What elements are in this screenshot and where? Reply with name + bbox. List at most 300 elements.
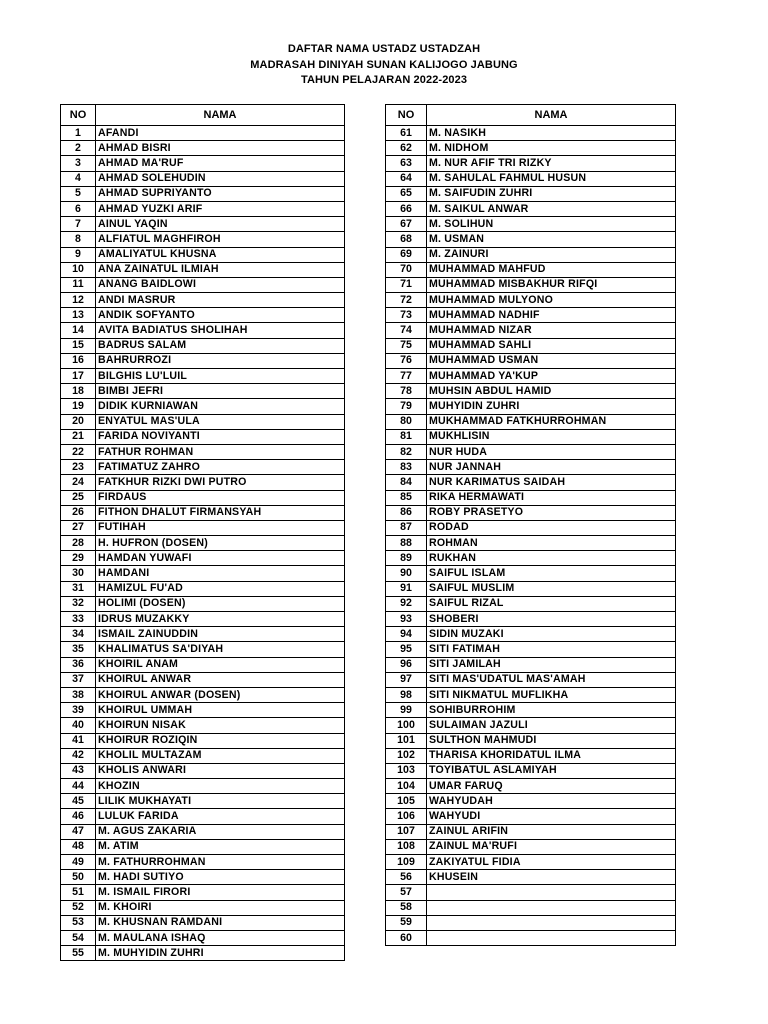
row-number: 56 xyxy=(386,870,427,885)
row-number: 6 xyxy=(61,201,96,216)
row-number: 12 xyxy=(61,293,96,308)
teacher-name: THARISA KHORIDATUL ILMA xyxy=(427,748,676,763)
table-row xyxy=(386,672,676,687)
row-number: 4 xyxy=(61,171,96,186)
teacher-name: MUHAMMAD NIZAR xyxy=(427,323,676,338)
row-number: 92 xyxy=(386,596,427,611)
table-row xyxy=(61,353,345,368)
table-row xyxy=(61,460,345,475)
table-row xyxy=(61,217,345,232)
row-number: 14 xyxy=(61,323,96,338)
table-row xyxy=(61,930,345,945)
table-row xyxy=(61,232,345,247)
table-row xyxy=(386,262,676,277)
row-number: 43 xyxy=(61,763,96,778)
table-row xyxy=(61,201,345,216)
table-row xyxy=(61,763,345,778)
row-number: 26 xyxy=(61,505,96,520)
teacher-name: M. HADI SUTIYO xyxy=(96,870,345,885)
teacher-name: M. AGUS ZAKARIA xyxy=(96,824,345,839)
table-row xyxy=(61,171,345,186)
teacher-name: M. SOLIHUN xyxy=(427,217,676,232)
table-row xyxy=(386,323,676,338)
teacher-name: SITI JAMILAH xyxy=(427,657,676,672)
teacher-name: MUHYIDIN ZUHRI xyxy=(427,399,676,414)
row-number: 19 xyxy=(61,399,96,414)
document-header xyxy=(0,42,768,89)
table-row xyxy=(61,672,345,687)
teacher-name: MUHAMMAD YA'KUP xyxy=(427,369,676,384)
teacher-name: ROHMAN xyxy=(427,536,676,551)
table-row xyxy=(61,718,345,733)
row-number: 1 xyxy=(61,126,96,141)
teacher-name: M. MAULANA ISHAQ xyxy=(96,930,345,945)
row-number: 82 xyxy=(386,444,427,459)
row-number: 58 xyxy=(386,900,427,915)
table-row xyxy=(386,915,676,930)
row-number: 33 xyxy=(61,612,96,627)
row-number: 49 xyxy=(61,855,96,870)
row-number: 34 xyxy=(61,627,96,642)
row-number: 64 xyxy=(386,171,427,186)
row-number: 106 xyxy=(386,809,427,824)
row-number: 99 xyxy=(386,703,427,718)
row-number: 95 xyxy=(386,642,427,657)
row-number: 52 xyxy=(61,900,96,915)
teacher-name: BADRUS SALAM xyxy=(96,338,345,353)
row-number: 30 xyxy=(61,566,96,581)
row-number: 47 xyxy=(61,824,96,839)
teacher-name: NUR JANNAH xyxy=(427,460,676,475)
table-row xyxy=(386,414,676,429)
row-number: 41 xyxy=(61,733,96,748)
document-title: DAFTAR NAMA USTADZ USTADZAH xyxy=(287,43,481,55)
teacher-name: WAHYUDAH xyxy=(427,794,676,809)
teacher-name: ALFIATUL MAGHFIROH xyxy=(96,232,345,247)
table-row xyxy=(386,520,676,535)
row-number: 39 xyxy=(61,703,96,718)
teacher-name: UMAR FARUQ xyxy=(427,779,676,794)
row-number: 74 xyxy=(386,323,427,338)
teacher-name: M. USMAN xyxy=(427,232,676,247)
teacher-name: BAHRURROZI xyxy=(96,353,345,368)
row-number: 21 xyxy=(61,429,96,444)
row-number: 44 xyxy=(61,779,96,794)
column-header-no: NO xyxy=(386,105,427,126)
table-row xyxy=(386,247,676,262)
row-number: 5 xyxy=(61,186,96,201)
teacher-name: M. SAIFUDIN ZUHRI xyxy=(427,186,676,201)
row-number: 91 xyxy=(386,581,427,596)
row-number: 57 xyxy=(386,885,427,900)
table-row xyxy=(61,293,345,308)
table-row xyxy=(61,748,345,763)
table-row xyxy=(386,642,676,657)
teacher-name: SITI FATIMAH xyxy=(427,642,676,657)
row-number: 55 xyxy=(61,946,96,961)
table-row xyxy=(386,126,676,141)
table-row xyxy=(386,794,676,809)
table-row xyxy=(386,900,676,915)
row-number: 81 xyxy=(386,429,427,444)
row-number: 38 xyxy=(61,687,96,702)
row-number: 71 xyxy=(386,277,427,292)
teacher-name: FATHUR ROHMAN xyxy=(96,444,345,459)
table-row xyxy=(61,551,345,566)
table-row xyxy=(61,703,345,718)
table-row xyxy=(386,384,676,399)
table-row xyxy=(386,399,676,414)
table-row xyxy=(61,399,345,414)
table-row xyxy=(61,475,345,490)
teacher-name: ZAINUL MA'RUFI xyxy=(427,839,676,854)
row-number: 8 xyxy=(61,232,96,247)
table-row xyxy=(386,612,676,627)
row-number: 101 xyxy=(386,733,427,748)
table-row xyxy=(61,262,345,277)
teacher-name: M. MUHYIDIN ZUHRI xyxy=(96,946,345,961)
row-number: 103 xyxy=(386,763,427,778)
row-number: 24 xyxy=(61,475,96,490)
row-number: 7 xyxy=(61,217,96,232)
table-row xyxy=(386,353,676,368)
row-number: 84 xyxy=(386,475,427,490)
table-row xyxy=(61,156,345,171)
teacher-name: M. NUR AFIF TRI RIZKY xyxy=(427,156,676,171)
row-number: 88 xyxy=(386,536,427,551)
row-number: 75 xyxy=(386,338,427,353)
table-row xyxy=(61,657,345,672)
table-row xyxy=(61,308,345,323)
row-number: 69 xyxy=(386,247,427,262)
teacher-name: MUHAMMAD MAHFUD xyxy=(427,262,676,277)
row-number: 48 xyxy=(61,839,96,854)
teacher-name: AINUL YAQIN xyxy=(96,217,345,232)
row-number: 42 xyxy=(61,748,96,763)
teacher-name: RIKA HERMAWATI xyxy=(427,490,676,505)
row-number: 77 xyxy=(386,369,427,384)
row-number: 65 xyxy=(386,186,427,201)
table-row xyxy=(61,429,345,444)
row-number: 68 xyxy=(386,232,427,247)
table-row xyxy=(386,536,676,551)
teacher-name: HAMIZUL FU'AD xyxy=(96,581,345,596)
row-number: 73 xyxy=(386,308,427,323)
table-row xyxy=(61,612,345,627)
row-number: 63 xyxy=(386,156,427,171)
row-number: 79 xyxy=(386,399,427,414)
teacher-name xyxy=(427,915,676,930)
teacher-name: SITI NIKMATUL MUFLIKHA xyxy=(427,687,676,702)
table-row xyxy=(386,596,676,611)
row-number: 17 xyxy=(61,369,96,384)
teacher-name: M. ISMAIL FIRORI xyxy=(96,885,345,900)
teacher-name: ZAKIYATUL FIDIA xyxy=(427,855,676,870)
teacher-name: ANDI MASRUR xyxy=(96,293,345,308)
teacher-name: FUTIHAH xyxy=(96,520,345,535)
teacher-name: RUKHAN xyxy=(427,551,676,566)
row-number: 59 xyxy=(386,915,427,930)
row-number: 25 xyxy=(61,490,96,505)
teacher-name: H. HUFRON (DOSEN) xyxy=(96,536,345,551)
table-row xyxy=(61,126,345,141)
table-row xyxy=(61,414,345,429)
teacher-name: MUHAMMAD SAHLI xyxy=(427,338,676,353)
teacher-name: M. NASIKH xyxy=(427,126,676,141)
teacher-name: ISMAIL ZAINUDDIN xyxy=(96,627,345,642)
column-header-nama: NAMA xyxy=(96,105,345,126)
teacher-name: ANDIK SOFYANTO xyxy=(96,308,345,323)
table-row xyxy=(386,429,676,444)
teacher-name: ANA ZAINATUL ILMIAH xyxy=(96,262,345,277)
table-row xyxy=(386,824,676,839)
row-number: 10 xyxy=(61,262,96,277)
teacher-name: M. FATHURROHMAN xyxy=(96,855,345,870)
table-row xyxy=(386,186,676,201)
teacher-name: SITI MAS'UDATUL MAS'AMAH xyxy=(427,672,676,687)
teacher-name: M. NIDHOM xyxy=(427,141,676,156)
teacher-name: SAIFUL RIZAL xyxy=(427,596,676,611)
table-row xyxy=(61,186,345,201)
table-row xyxy=(386,338,676,353)
row-number: 32 xyxy=(61,596,96,611)
row-number: 80 xyxy=(386,414,427,429)
table-row xyxy=(386,293,676,308)
row-number: 97 xyxy=(386,672,427,687)
teacher-name: HAMDANI xyxy=(96,566,345,581)
row-number: 40 xyxy=(61,718,96,733)
row-number: 31 xyxy=(61,581,96,596)
row-number: 50 xyxy=(61,870,96,885)
teacher-name: KHOZIN xyxy=(96,779,345,794)
teacher-name: IDRUS MUZAKKY xyxy=(96,612,345,627)
teacher-name: KHOIRUL ANWAR xyxy=(96,672,345,687)
row-number: 37 xyxy=(61,672,96,687)
table-row xyxy=(61,444,345,459)
table-row xyxy=(61,520,345,535)
row-number: 83 xyxy=(386,460,427,475)
row-number: 93 xyxy=(386,612,427,627)
row-number: 66 xyxy=(386,201,427,216)
row-number: 51 xyxy=(61,885,96,900)
teacher-name: AMALIYATUL KHUSNA xyxy=(96,247,345,262)
teacher-name: AHMAD MA'RUF xyxy=(96,156,345,171)
row-number: 62 xyxy=(386,141,427,156)
teacher-name: BILGHIS LU'LUIL xyxy=(96,369,345,384)
teacher-name: MUHAMMAD USMAN xyxy=(427,353,676,368)
row-number: 76 xyxy=(386,353,427,368)
teacher-name: AVITA BADIATUS SHOLIHAH xyxy=(96,323,345,338)
teacher-name: RODAD xyxy=(427,520,676,535)
teacher-name: MUKHAMMAD FATKHURROHMAN xyxy=(427,414,676,429)
teacher-name: SAIFUL ISLAM xyxy=(427,566,676,581)
row-number: 85 xyxy=(386,490,427,505)
row-number: 105 xyxy=(386,794,427,809)
table-row xyxy=(61,581,345,596)
teacher-name: MUHSIN ABDUL HAMID xyxy=(427,384,676,399)
table-row xyxy=(61,490,345,505)
table-row xyxy=(386,171,676,186)
table-row xyxy=(386,855,676,870)
teacher-name: BIMBI JEFRI xyxy=(96,384,345,399)
table-row xyxy=(61,779,345,794)
teacher-name xyxy=(427,900,676,915)
row-number: 87 xyxy=(386,520,427,535)
row-number: 86 xyxy=(386,505,427,520)
teacher-name: SAIFUL MUSLIM xyxy=(427,581,676,596)
teacher-name xyxy=(427,930,676,945)
row-number: 107 xyxy=(386,824,427,839)
table-row xyxy=(386,308,676,323)
teacher-name: KHOLIS ANWARI xyxy=(96,763,345,778)
table-row xyxy=(61,642,345,657)
teacher-name: FITHON DHALUT FIRMANSYAH xyxy=(96,505,345,520)
teacher-name: KHOIRUL ANWAR (DOSEN) xyxy=(96,687,345,702)
table-row xyxy=(61,794,345,809)
table-row xyxy=(61,687,345,702)
row-number: 109 xyxy=(386,855,427,870)
column-header-nama: NAMA xyxy=(427,105,676,126)
row-number: 54 xyxy=(61,930,96,945)
teacher-name: AHMAD SOLEHUDIN xyxy=(96,171,345,186)
row-number: 60 xyxy=(386,930,427,945)
table-row xyxy=(61,369,345,384)
table-row xyxy=(386,444,676,459)
teacher-name: SULTHON MAHMUDI xyxy=(427,733,676,748)
row-number: 67 xyxy=(386,217,427,232)
teacher-name: FIRDAUS xyxy=(96,490,345,505)
table-row xyxy=(61,900,345,915)
teacher-name: FARIDA NOVIYANTI xyxy=(96,429,345,444)
table-row xyxy=(386,687,676,702)
table-row xyxy=(61,141,345,156)
table-row xyxy=(386,201,676,216)
table-row xyxy=(61,946,345,961)
row-number: 72 xyxy=(386,293,427,308)
table-row xyxy=(61,596,345,611)
row-number: 100 xyxy=(386,718,427,733)
teacher-name: AFANDI xyxy=(96,126,345,141)
teacher-name: NUR KARIMATUS SAIDAH xyxy=(427,475,676,490)
table-row xyxy=(386,505,676,520)
teacher-name: SULAIMAN JAZULI xyxy=(427,718,676,733)
teacher-name: SOHIBURROHIM xyxy=(427,703,676,718)
table-header-row xyxy=(386,105,676,126)
row-number: 104 xyxy=(386,779,427,794)
table-row xyxy=(61,338,345,353)
row-number: 94 xyxy=(386,627,427,642)
table-row xyxy=(386,232,676,247)
teacher-table-right xyxy=(385,104,676,946)
table-row xyxy=(386,369,676,384)
row-number: 11 xyxy=(61,277,96,292)
table-row xyxy=(386,748,676,763)
table-row xyxy=(386,809,676,824)
teacher-name: SHOBERI xyxy=(427,612,676,627)
table-row xyxy=(386,156,676,171)
teacher-name: FATKHUR RIZKI DWI PUTRO xyxy=(96,475,345,490)
table-row xyxy=(61,809,345,824)
academic-year: TAHUN PELAJARAN 2022-2023 xyxy=(300,74,468,86)
teacher-name: KHOIRIL ANAM xyxy=(96,657,345,672)
table-row xyxy=(386,460,676,475)
row-number: 29 xyxy=(61,551,96,566)
teacher-name: M. SAIKUL ANWAR xyxy=(427,201,676,216)
table-row xyxy=(386,763,676,778)
row-number: 90 xyxy=(386,566,427,581)
table-row xyxy=(386,627,676,642)
teacher-name: WAHYUDI xyxy=(427,809,676,824)
teacher-name: AHMAD YUZKI ARIF xyxy=(96,201,345,216)
table-row xyxy=(386,930,676,945)
teacher-name: MUHAMMAD NADHIF xyxy=(427,308,676,323)
teacher-table-left xyxy=(60,104,345,961)
teacher-name: DIDIK KURNIAWAN xyxy=(96,399,345,414)
teacher-name: AHMAD SUPRIYANTO xyxy=(96,186,345,201)
row-number: 3 xyxy=(61,156,96,171)
row-number: 89 xyxy=(386,551,427,566)
row-number: 16 xyxy=(61,353,96,368)
row-number: 96 xyxy=(386,657,427,672)
table-row xyxy=(386,870,676,885)
teacher-name: TOYIBATUL ASLAMIYAH xyxy=(427,763,676,778)
teacher-name: ROBY PRASETYO xyxy=(427,505,676,520)
table-row xyxy=(61,384,345,399)
table-row xyxy=(386,475,676,490)
table-row xyxy=(386,779,676,794)
teacher-name: KHOIRUR ROZIQIN xyxy=(96,733,345,748)
teacher-name: ZAINUL ARIFIN xyxy=(427,824,676,839)
teacher-name: M. ZAINURI xyxy=(427,247,676,262)
teacher-name: ANANG BAIDLOWI xyxy=(96,277,345,292)
table-row xyxy=(386,551,676,566)
row-number: 46 xyxy=(61,809,96,824)
teacher-name: MUHAMMAD MULYONO xyxy=(427,293,676,308)
table-row xyxy=(61,627,345,642)
teacher-name: KHALIMATUS SA'DIYAH xyxy=(96,642,345,657)
teacher-name: M. ATIM xyxy=(96,839,345,854)
table-row xyxy=(386,885,676,900)
teacher-name: M. KHOIRI xyxy=(96,900,345,915)
teacher-name: KHUSEIN xyxy=(427,870,676,885)
row-number: 35 xyxy=(61,642,96,657)
row-number: 18 xyxy=(61,384,96,399)
row-number: 108 xyxy=(386,839,427,854)
teacher-name: KHOIRUL UMMAH xyxy=(96,703,345,718)
row-number: 28 xyxy=(61,536,96,551)
teacher-name: M. KHUSNAN RAMDANI xyxy=(96,915,345,930)
table-row xyxy=(61,733,345,748)
table-row xyxy=(61,247,345,262)
row-number: 9 xyxy=(61,247,96,262)
table-row xyxy=(386,703,676,718)
teacher-name: HAMDAN YUWAFI xyxy=(96,551,345,566)
row-number: 36 xyxy=(61,657,96,672)
row-number: 45 xyxy=(61,794,96,809)
teacher-name: KHOIRUN NISAK xyxy=(96,718,345,733)
table-row xyxy=(61,323,345,338)
teacher-name: LULUK FARIDA xyxy=(96,809,345,824)
row-number: 98 xyxy=(386,687,427,702)
table-row xyxy=(61,505,345,520)
row-number: 13 xyxy=(61,308,96,323)
row-number: 22 xyxy=(61,444,96,459)
table-row xyxy=(61,870,345,885)
teacher-name: MUHAMMAD MISBAKHUR RIFQI xyxy=(427,277,676,292)
table-row xyxy=(386,490,676,505)
table-row xyxy=(386,566,676,581)
table-row xyxy=(61,277,345,292)
